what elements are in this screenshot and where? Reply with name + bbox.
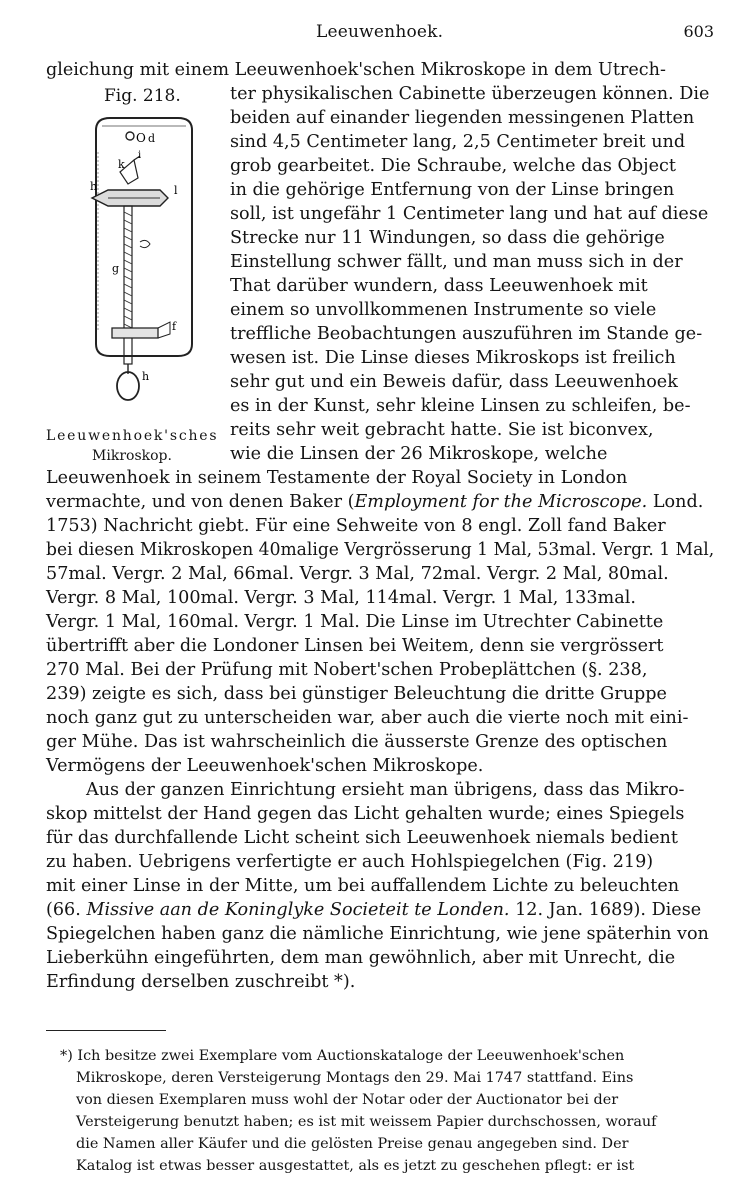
text-line: für das durchfallende Licht scheint sich Leeuwenhoek niemals bedient [46, 828, 678, 848]
figure-letter-h2: h [142, 370, 150, 383]
figure-letter-l: l [174, 184, 178, 197]
running-title: Leeuwenhoek. [316, 22, 444, 42]
figure-letter-i: i [138, 150, 142, 161]
text-line: Strecke nur 11 Windungen, so dass die gehörige [230, 228, 665, 248]
text-line: gleichung mit einem Leeuwenhoek'schen Mikroskope in dem Utrech- [46, 60, 666, 80]
text-line: Vermögens der Leeuwenhoek'schen Mikroskope. [46, 756, 484, 776]
figure-letter-o: O [136, 131, 146, 145]
text-line: treffliche Beobachtungen auszuführen im Stande ge- [230, 324, 703, 344]
text-line: mit einer Linse in der Mitte, um bei auffallendem Lichte zu beleuchten [46, 876, 680, 896]
text-line: Vergr. 1 Mal, 160mal. Vergr. 1 Mal. Die Linse im Utrechter Cabinette [46, 612, 664, 632]
text-line: grob gearbeitet. Die Schraube, welche das Object [230, 156, 676, 176]
figure-letter-k: k [118, 158, 125, 171]
text-line: Spiegelchen haben ganz die nämliche Einrichtung, wie jene späterhin von [46, 924, 709, 944]
text-segment: vermachte, und von denen Baker ( [46, 492, 355, 512]
text-line: soll, ist ungefähr 1 Centimeter lang und hat auf diese [230, 204, 709, 224]
text-line: ter physikalischen Cabinette überzeugen können. Die [230, 84, 710, 104]
text-line [46, 490, 703, 514]
text-line: bei diesen Mikroskopen 40malige Vergrösserung 1 Mal, 53mal. Vergr. 1 Mal, [46, 540, 715, 560]
figure-caption [46, 426, 218, 466]
figure-letter-h: h [90, 180, 98, 193]
text-line: Vergr. 8 Mal, 100mal. Vergr. 3 Mal, 114mal. Vergr. 1 Mal, 133mal. [46, 588, 636, 608]
footnote-line: Katalog ist etwas besser ausgestattet, als es jetzt zu geschehen pflegt: er ist [76, 1158, 635, 1174]
text-line: skop mittelst der Hand gegen das Licht gehalten wurde; eines Spiegels [46, 804, 685, 824]
book-title: Employment for the Microscope. [354, 492, 648, 512]
text-line: übertrifft aber die Londoner Linsen bei Weitem, denn sie vergrössert [46, 636, 664, 656]
text-line: Aus der ganzen Einrichtung ersieht man übrigens, dass das Mikro- [86, 780, 685, 800]
text-line: beiden auf einander liegenden messingenen Platten [230, 108, 695, 128]
text-line: 1753) Nachricht giebt. Für eine Sehweite von 8 engl. Zoll fand Baker [46, 516, 666, 536]
text-segment: Lond. [647, 492, 704, 512]
text-line: Einstellung schwer fällt, und man muss sich in der [230, 252, 683, 272]
text-line: wie die Linsen der 26 Mikroskope, welche [230, 444, 608, 464]
text-segment: 12. Jan. 1689). Diese [509, 900, 702, 920]
figure-letter-d: d [148, 132, 156, 145]
text-line: Erfindung derselben zuschreibt *). [46, 972, 356, 992]
text-line: 57mal. Vergr. 2 Mal, 66mal. Vergr. 3 Mal, 72mal. Vergr. 2 Mal, 80mal. [46, 564, 669, 584]
text-line: Leeuwenhoek in seinem Testamente der Royal Society in London [46, 468, 628, 488]
footnote-line: *) Ich besitze zwei Exemplare vom Auctionskataloge der Leeuwenhoek'schen [60, 1048, 625, 1064]
figure-label: Fig. 218. [104, 86, 181, 106]
footnote-line: von diesen Exemplaren muss wohl der Notar oder der Auctionator bei der [76, 1092, 619, 1108]
text-line: 270 Mal. Bei der Prüfung mit Nobert'schen Probeplättchen (§. 238, [46, 660, 648, 680]
caption-line: Leeuwenhoek'sches [46, 428, 219, 444]
text-segment: (66. [46, 900, 87, 920]
text-line [46, 898, 701, 922]
footnote-rule [46, 1030, 166, 1031]
footnote-line: Versteigerung benutzt haben; es ist mit weissem Papier durchschossen, worauf [76, 1114, 657, 1130]
figure-letter-g: g [112, 262, 120, 275]
figure-letter-f: f [172, 320, 177, 333]
text-line: sehr gut und ein Beweis dafür, dass Leeuwenhoek [230, 372, 678, 392]
text-line: sind 4,5 Centimeter lang, 2,5 Centimeter breit und [230, 132, 686, 152]
page-header [46, 22, 714, 46]
text-line: wesen ist. Die Linse dieses Mikroskops ist freilich [230, 348, 676, 368]
text-line: That darüber wundern, dass Leeuwenhoek mit [230, 276, 648, 296]
footnote-line: die Namen aller Käufer und die gelösten Preise genau angegeben sind. Der [76, 1136, 629, 1152]
footnote-line: Mikroskope, deren Versteigerung Montags den 29. Mai 1747 stattfand. Eins [76, 1070, 634, 1086]
book-title: Missive aan de Koninglyke Societeit te Londen. [86, 900, 510, 920]
text-line: in die gehörige Entfernung von der Linse bringen [230, 180, 675, 200]
text-line: noch ganz gut zu unterscheiden war, aber auch die vierte noch mit eini- [46, 708, 689, 728]
page-number: 603 [683, 22, 714, 41]
text-line: Lieberkühn eingeführten, dem man gewöhnlich, aber mit Unrecht, die [46, 948, 676, 968]
text-line: einem so unvollkommenen Instrumente so viele [230, 300, 657, 320]
microscope-figure [78, 112, 212, 412]
caption-line: Mikroskop. [92, 448, 172, 464]
text-line: zu haben. Uebrigens verfertigte er auch Hohlspiegelchen (Fig. 219) [46, 852, 654, 872]
text-line: 239) zeigte es sich, dass bei günstiger Beleuchtung die dritte Gruppe [46, 684, 667, 704]
text-line: es in der Kunst, sehr kleine Linsen zu schleifen, be- [230, 396, 691, 416]
text-line: ger Mühe. Das ist wahrscheinlich die äusserste Grenze des optischen [46, 732, 668, 752]
text-line: reits sehr weit gebracht hatte. Sie ist biconvex, [230, 420, 654, 440]
